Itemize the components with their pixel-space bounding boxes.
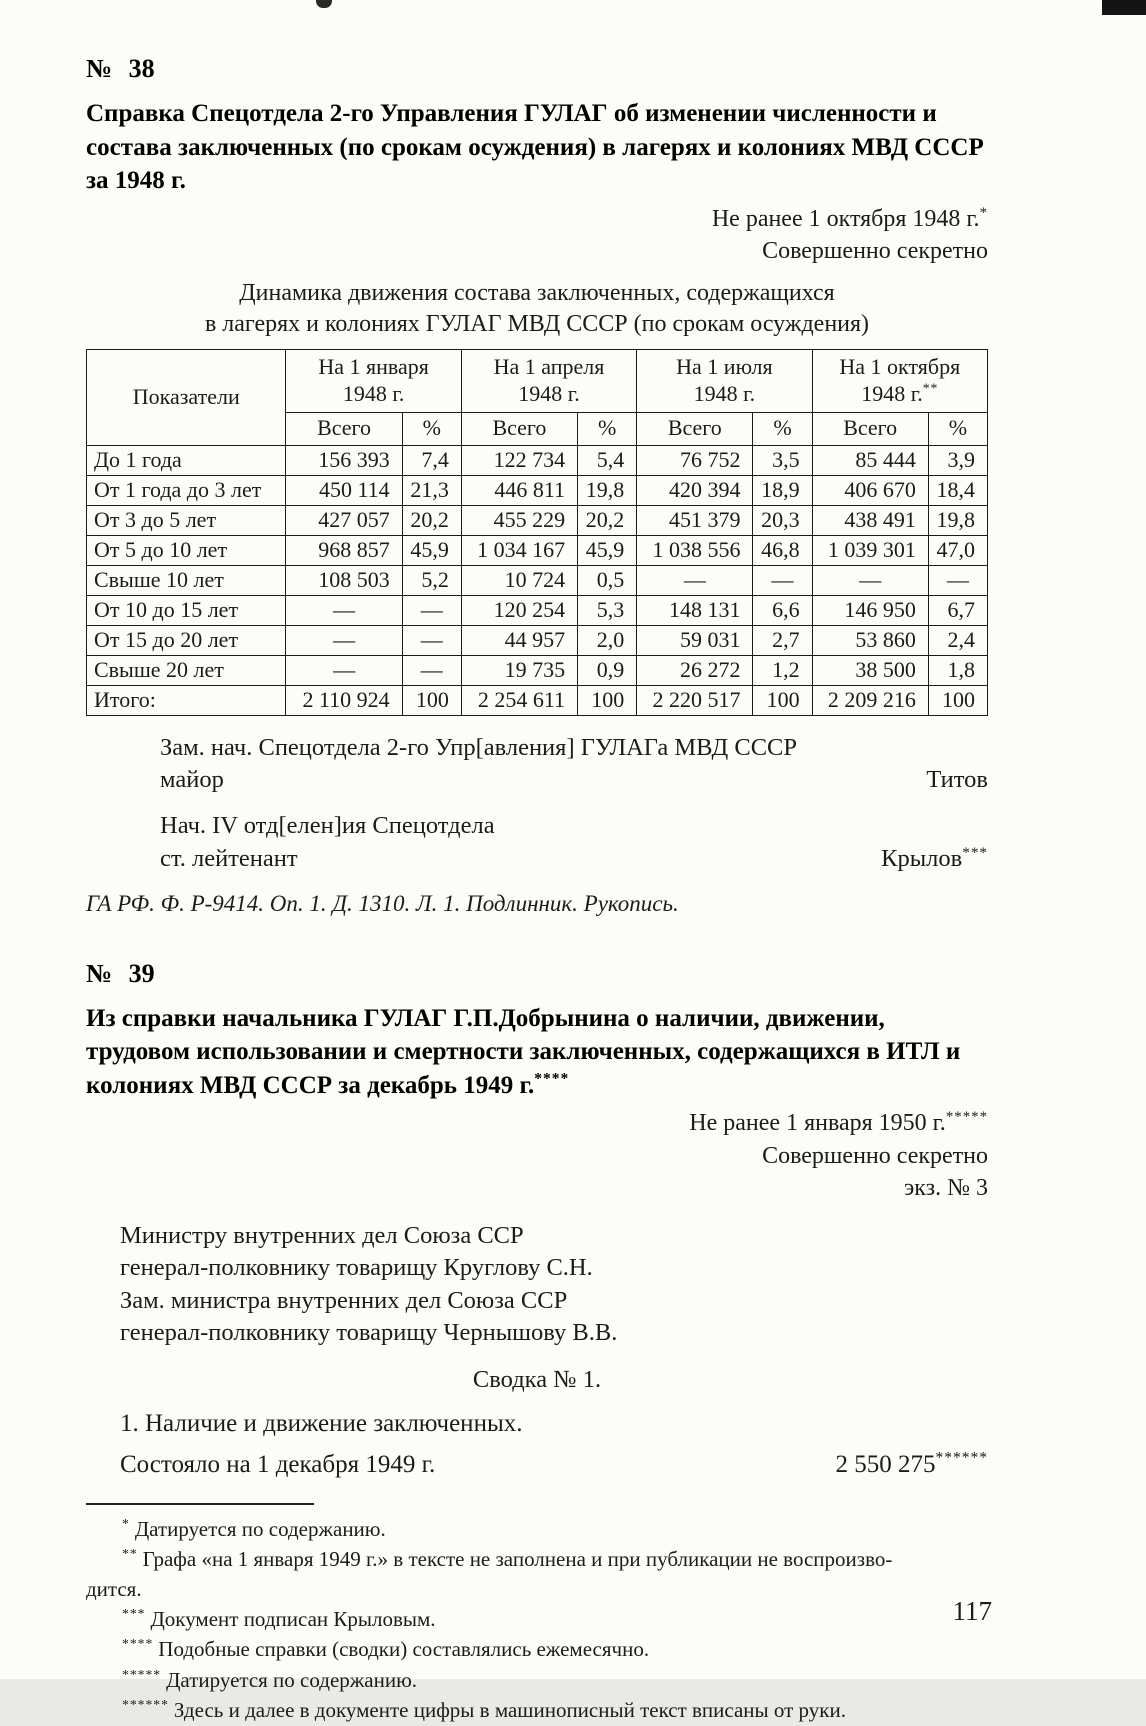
table-header-date-3: На 1 октября 1948 г.** bbox=[812, 350, 987, 413]
table-subheader-percent-1: % bbox=[578, 412, 637, 445]
table-header-date-2: На 1 июля 1948 г. bbox=[637, 350, 812, 413]
row-percent-value: 3,5 bbox=[753, 445, 812, 475]
row-label: От 1 года до 3 лет bbox=[87, 475, 286, 505]
doc39-number: № 39 bbox=[86, 958, 155, 988]
row-label: От 3 до 5 лет bbox=[87, 505, 286, 535]
row-percent-value: — bbox=[402, 595, 461, 625]
doc39-right-block bbox=[86, 1107, 988, 1203]
row-percent-value: 3,9 bbox=[928, 445, 987, 475]
footnote-1 bbox=[86, 1544, 988, 1604]
doc39-date-footnote-marker: ***** bbox=[945, 1109, 988, 1126]
row-total-value: 10 724 bbox=[461, 565, 577, 595]
row-percent-value: — bbox=[753, 565, 812, 595]
footnote-line: *** Документ подписан Крыловым. bbox=[122, 1605, 436, 1631]
row-percent-value: 6,7 bbox=[928, 595, 987, 625]
scan-artifact-corner bbox=[1102, 0, 1146, 15]
row-total-value: — bbox=[286, 655, 402, 685]
footnote-line: ** Графа «на 1 января 1949 г.» в тексте не заполнена и при публикации не воспроизво- bbox=[122, 1546, 893, 1572]
table-subheader-total-3: Всего bbox=[812, 412, 928, 445]
table-subheader-percent-2: % bbox=[753, 412, 812, 445]
table-header-indicators: Показатели bbox=[87, 350, 286, 445]
row-total-value: 38 500 bbox=[812, 655, 928, 685]
doc38-dateline: Не ранее 1 октября 1948 г.* bbox=[711, 204, 988, 232]
row-percent-value: 2,7 bbox=[753, 625, 812, 655]
row-total-value: 148 131 bbox=[637, 595, 753, 625]
row-total-value: 1 039 301 bbox=[812, 535, 928, 565]
table-row bbox=[87, 655, 988, 685]
table-caption-line2: в лагерях и колониях ГУЛАГ МВД СССР (по срокам осуждения) bbox=[204, 311, 870, 337]
svodka-title: Сводка № 1. bbox=[472, 1366, 602, 1394]
row-percent-value: 2,4 bbox=[928, 625, 987, 655]
item-1: 1. Наличие и движение заключенных. bbox=[120, 1410, 523, 1438]
table-row bbox=[87, 625, 988, 655]
row-total-value: — bbox=[286, 625, 402, 655]
row-total-value: 146 950 bbox=[812, 595, 928, 625]
row-label: От 5 до 10 лет bbox=[87, 535, 286, 565]
table-row bbox=[87, 505, 988, 535]
row-total-value: 455 229 bbox=[461, 505, 577, 535]
row-percent-value: 45,9 bbox=[402, 535, 461, 565]
signature-block-0 bbox=[160, 732, 988, 797]
footnote-line: **** Подобные справки (сводки) составлялись ежемесячно. bbox=[122, 1636, 650, 1662]
signature-name: Крылов*** bbox=[881, 843, 988, 872]
footnote-4 bbox=[86, 1665, 988, 1695]
row-total-value: — bbox=[286, 595, 402, 625]
doc38-secrecy-stamp: Совершенно секретно bbox=[762, 237, 988, 264]
prisoners-table bbox=[86, 349, 988, 715]
row-total-value: 446 811 bbox=[461, 475, 577, 505]
doc39-dateline: Не ранее 1 января 1950 г.***** bbox=[689, 1109, 988, 1137]
row-percent-value: 20,2 bbox=[402, 505, 461, 535]
row-total-value: 44 957 bbox=[461, 625, 577, 655]
table-header-date-0: На 1 января 1948 г. bbox=[286, 350, 461, 413]
doc39-title: Из справки начальника ГУЛАГ Г.П.Добрынина о наличии, движении, трудовом использовании и смертности заключенных, содержащихся в ИТЛ и колониях МВД СССР за декабрь 1949 г.**** bbox=[86, 1004, 961, 1099]
row-total-value: 420 394 bbox=[637, 475, 753, 505]
doc39-secrecy-stamp: Совершенно секретно bbox=[762, 1142, 988, 1169]
table-row bbox=[87, 445, 988, 475]
row-percent-value: 100 bbox=[578, 685, 637, 715]
footnote-3 bbox=[86, 1634, 988, 1664]
table-row bbox=[87, 535, 988, 565]
row-total-value: 26 272 bbox=[637, 655, 753, 685]
table-row bbox=[87, 565, 988, 595]
row-total-value: 1 034 167 bbox=[461, 535, 577, 565]
row-total-value: 53 860 bbox=[812, 625, 928, 655]
row-percent-value: 100 bbox=[753, 685, 812, 715]
document-39 bbox=[86, 959, 988, 1479]
row-percent-value: 18,4 bbox=[928, 475, 987, 505]
signature-rank: ст. лейтенант bbox=[160, 844, 298, 872]
row-label: Свыше 10 лет bbox=[87, 565, 286, 595]
doc38-date-footnote-marker: * bbox=[979, 204, 988, 221]
footnote-0 bbox=[86, 1514, 988, 1544]
scan-artifact-top bbox=[316, 0, 332, 8]
row-percent-value: 45,9 bbox=[578, 535, 637, 565]
document-38 bbox=[86, 54, 988, 917]
row-total-value: 406 670 bbox=[812, 475, 928, 505]
address-line-0: Министру внутренних дел Союза ССР bbox=[120, 1221, 524, 1249]
row-percent-value: 0,9 bbox=[578, 655, 637, 685]
table-subheader-percent-0: % bbox=[402, 412, 461, 445]
row-percent-value: 21,3 bbox=[402, 475, 461, 505]
row-percent-value: 1,2 bbox=[753, 655, 812, 685]
table-row bbox=[87, 475, 988, 505]
page-number: 117 bbox=[952, 1596, 992, 1626]
row-percent-value: — bbox=[402, 655, 461, 685]
footnote-line: ***** Датируется по содержанию. bbox=[122, 1666, 418, 1692]
row-total-value: 2 209 216 bbox=[812, 685, 928, 715]
signature-rank: майор bbox=[160, 766, 224, 793]
row-percent-value: 46,8 bbox=[753, 535, 812, 565]
row-total-value: — bbox=[637, 565, 753, 595]
archive-reference: ГА РФ. Ф. Р-9414. Оп. 1. Д. 1310. Л. 1. Подлинник. Рукопись. bbox=[86, 890, 679, 916]
row-total-value: 451 379 bbox=[637, 505, 753, 535]
signature-name: Титов bbox=[926, 766, 988, 793]
row-label: От 10 до 15 лет bbox=[87, 595, 286, 625]
row-label: От 15 до 20 лет bbox=[87, 625, 286, 655]
row-percent-value: 100 bbox=[402, 685, 461, 715]
footnote-divider bbox=[86, 1503, 314, 1505]
table-subheader-percent-3: % bbox=[928, 412, 987, 445]
doc38-right-block bbox=[86, 203, 988, 267]
row-total-value: 76 752 bbox=[637, 445, 753, 475]
footnote-2 bbox=[86, 1604, 988, 1634]
row-percent-value: 5,4 bbox=[578, 445, 637, 475]
row-total-value: 968 857 bbox=[286, 535, 402, 565]
footnotes-section bbox=[86, 1503, 988, 1726]
row-total-value: 2 220 517 bbox=[637, 685, 753, 715]
row-percent-value: — bbox=[928, 565, 987, 595]
row-total-value: 156 393 bbox=[286, 445, 402, 475]
doc38-title: Справка Спецотдела 2-го Управления ГУЛАГ об изменении численности и состава заключенных (по срокам осуждения) в лагерях и колониях МВД СССР за 1948 г. bbox=[86, 100, 984, 194]
row-total-value: — bbox=[812, 565, 928, 595]
doc38-number: № 38 bbox=[86, 54, 155, 83]
row-percent-value: 19,8 bbox=[578, 475, 637, 505]
row-percent-value: 7,4 bbox=[402, 445, 461, 475]
present-row bbox=[120, 1451, 988, 1479]
table-subheader-total-1: Всего bbox=[461, 412, 577, 445]
row-total-value: 450 114 bbox=[286, 475, 402, 505]
signature-block-1 bbox=[160, 810, 988, 875]
table-subheader-total-0: Всего bbox=[286, 412, 402, 445]
row-label: Свыше 20 лет bbox=[87, 655, 286, 685]
address-line-2: Зам. министра внутренних дел Союза ССР bbox=[120, 1286, 568, 1314]
footnotes bbox=[86, 1514, 988, 1726]
row-percent-value: 19,8 bbox=[928, 505, 987, 535]
present-label: Состояло на 1 декабря 1949 г. bbox=[120, 1450, 436, 1478]
row-percent-value: — bbox=[402, 625, 461, 655]
table-header-date-1: На 1 апреля 1948 г. bbox=[461, 350, 636, 413]
row-percent-value: 5,2 bbox=[402, 565, 461, 595]
address-line-3: генерал-полковнику товарищу Чернышову В.В. bbox=[120, 1318, 618, 1346]
row-total-value: 438 491 bbox=[812, 505, 928, 535]
footnote-line: * Датируется по содержанию. bbox=[122, 1515, 386, 1541]
footnote-line: ****** Здесь и далее в документе цифры в машинописный текст вписаны от руки. bbox=[122, 1697, 846, 1723]
present-value: 2 550 275****** bbox=[835, 1449, 988, 1478]
row-total-value: 120 254 bbox=[461, 595, 577, 625]
doc39-copy-label: экз. № 3 bbox=[903, 1174, 988, 1201]
row-percent-value: 5,3 bbox=[578, 595, 637, 625]
table-subheader-total-2: Всего bbox=[637, 412, 753, 445]
row-total-value: 19 735 bbox=[461, 655, 577, 685]
row-percent-value: 100 bbox=[928, 685, 987, 715]
row-percent-value: 1,8 bbox=[928, 655, 987, 685]
row-percent-value: 20,3 bbox=[753, 505, 812, 535]
address-line-1: генерал-полковнику товарищу Круглову С.Н. bbox=[120, 1254, 593, 1282]
signature-role: Зам. нач. Спецотдела 2-го Упр[авления] ГУЛАГа МВД СССР bbox=[160, 733, 798, 761]
footnote-line: дится. bbox=[86, 1576, 142, 1601]
doc39-title-footnote-marker: **** bbox=[534, 1070, 570, 1088]
signatures bbox=[86, 732, 988, 875]
table-caption-line1: Динамика движения состава заключенных, содержащихся bbox=[239, 279, 835, 306]
row-total-value: 108 503 bbox=[286, 565, 402, 595]
signature-role: Нач. IV отд[елен]ия Спецотдела bbox=[160, 812, 495, 840]
row-total-value: 1 038 556 bbox=[637, 535, 753, 565]
table-row bbox=[87, 595, 988, 625]
row-total-value: 2 254 611 bbox=[461, 685, 577, 715]
row-percent-value: 20,2 bbox=[578, 505, 637, 535]
table-row bbox=[87, 685, 988, 715]
row-total-value: 122 734 bbox=[461, 445, 577, 475]
table-caption bbox=[86, 278, 988, 340]
footnote-5 bbox=[86, 1695, 988, 1725]
address-block bbox=[120, 1220, 988, 1349]
row-total-value: 85 444 bbox=[812, 445, 928, 475]
row-percent-value: 6,6 bbox=[753, 595, 812, 625]
row-percent-value: 2,0 bbox=[578, 625, 637, 655]
row-total-value: 427 057 bbox=[286, 505, 402, 535]
row-percent-value: 18,9 bbox=[753, 475, 812, 505]
row-percent-value: 0,5 bbox=[578, 565, 637, 595]
row-total-value: 2 110 924 bbox=[286, 685, 402, 715]
row-percent-value: 47,0 bbox=[928, 535, 987, 565]
row-label: Итого: bbox=[87, 685, 286, 715]
row-total-value: 59 031 bbox=[637, 625, 753, 655]
present-footnote-marker: ****** bbox=[935, 1449, 988, 1467]
row-label: До 1 года bbox=[87, 445, 286, 475]
